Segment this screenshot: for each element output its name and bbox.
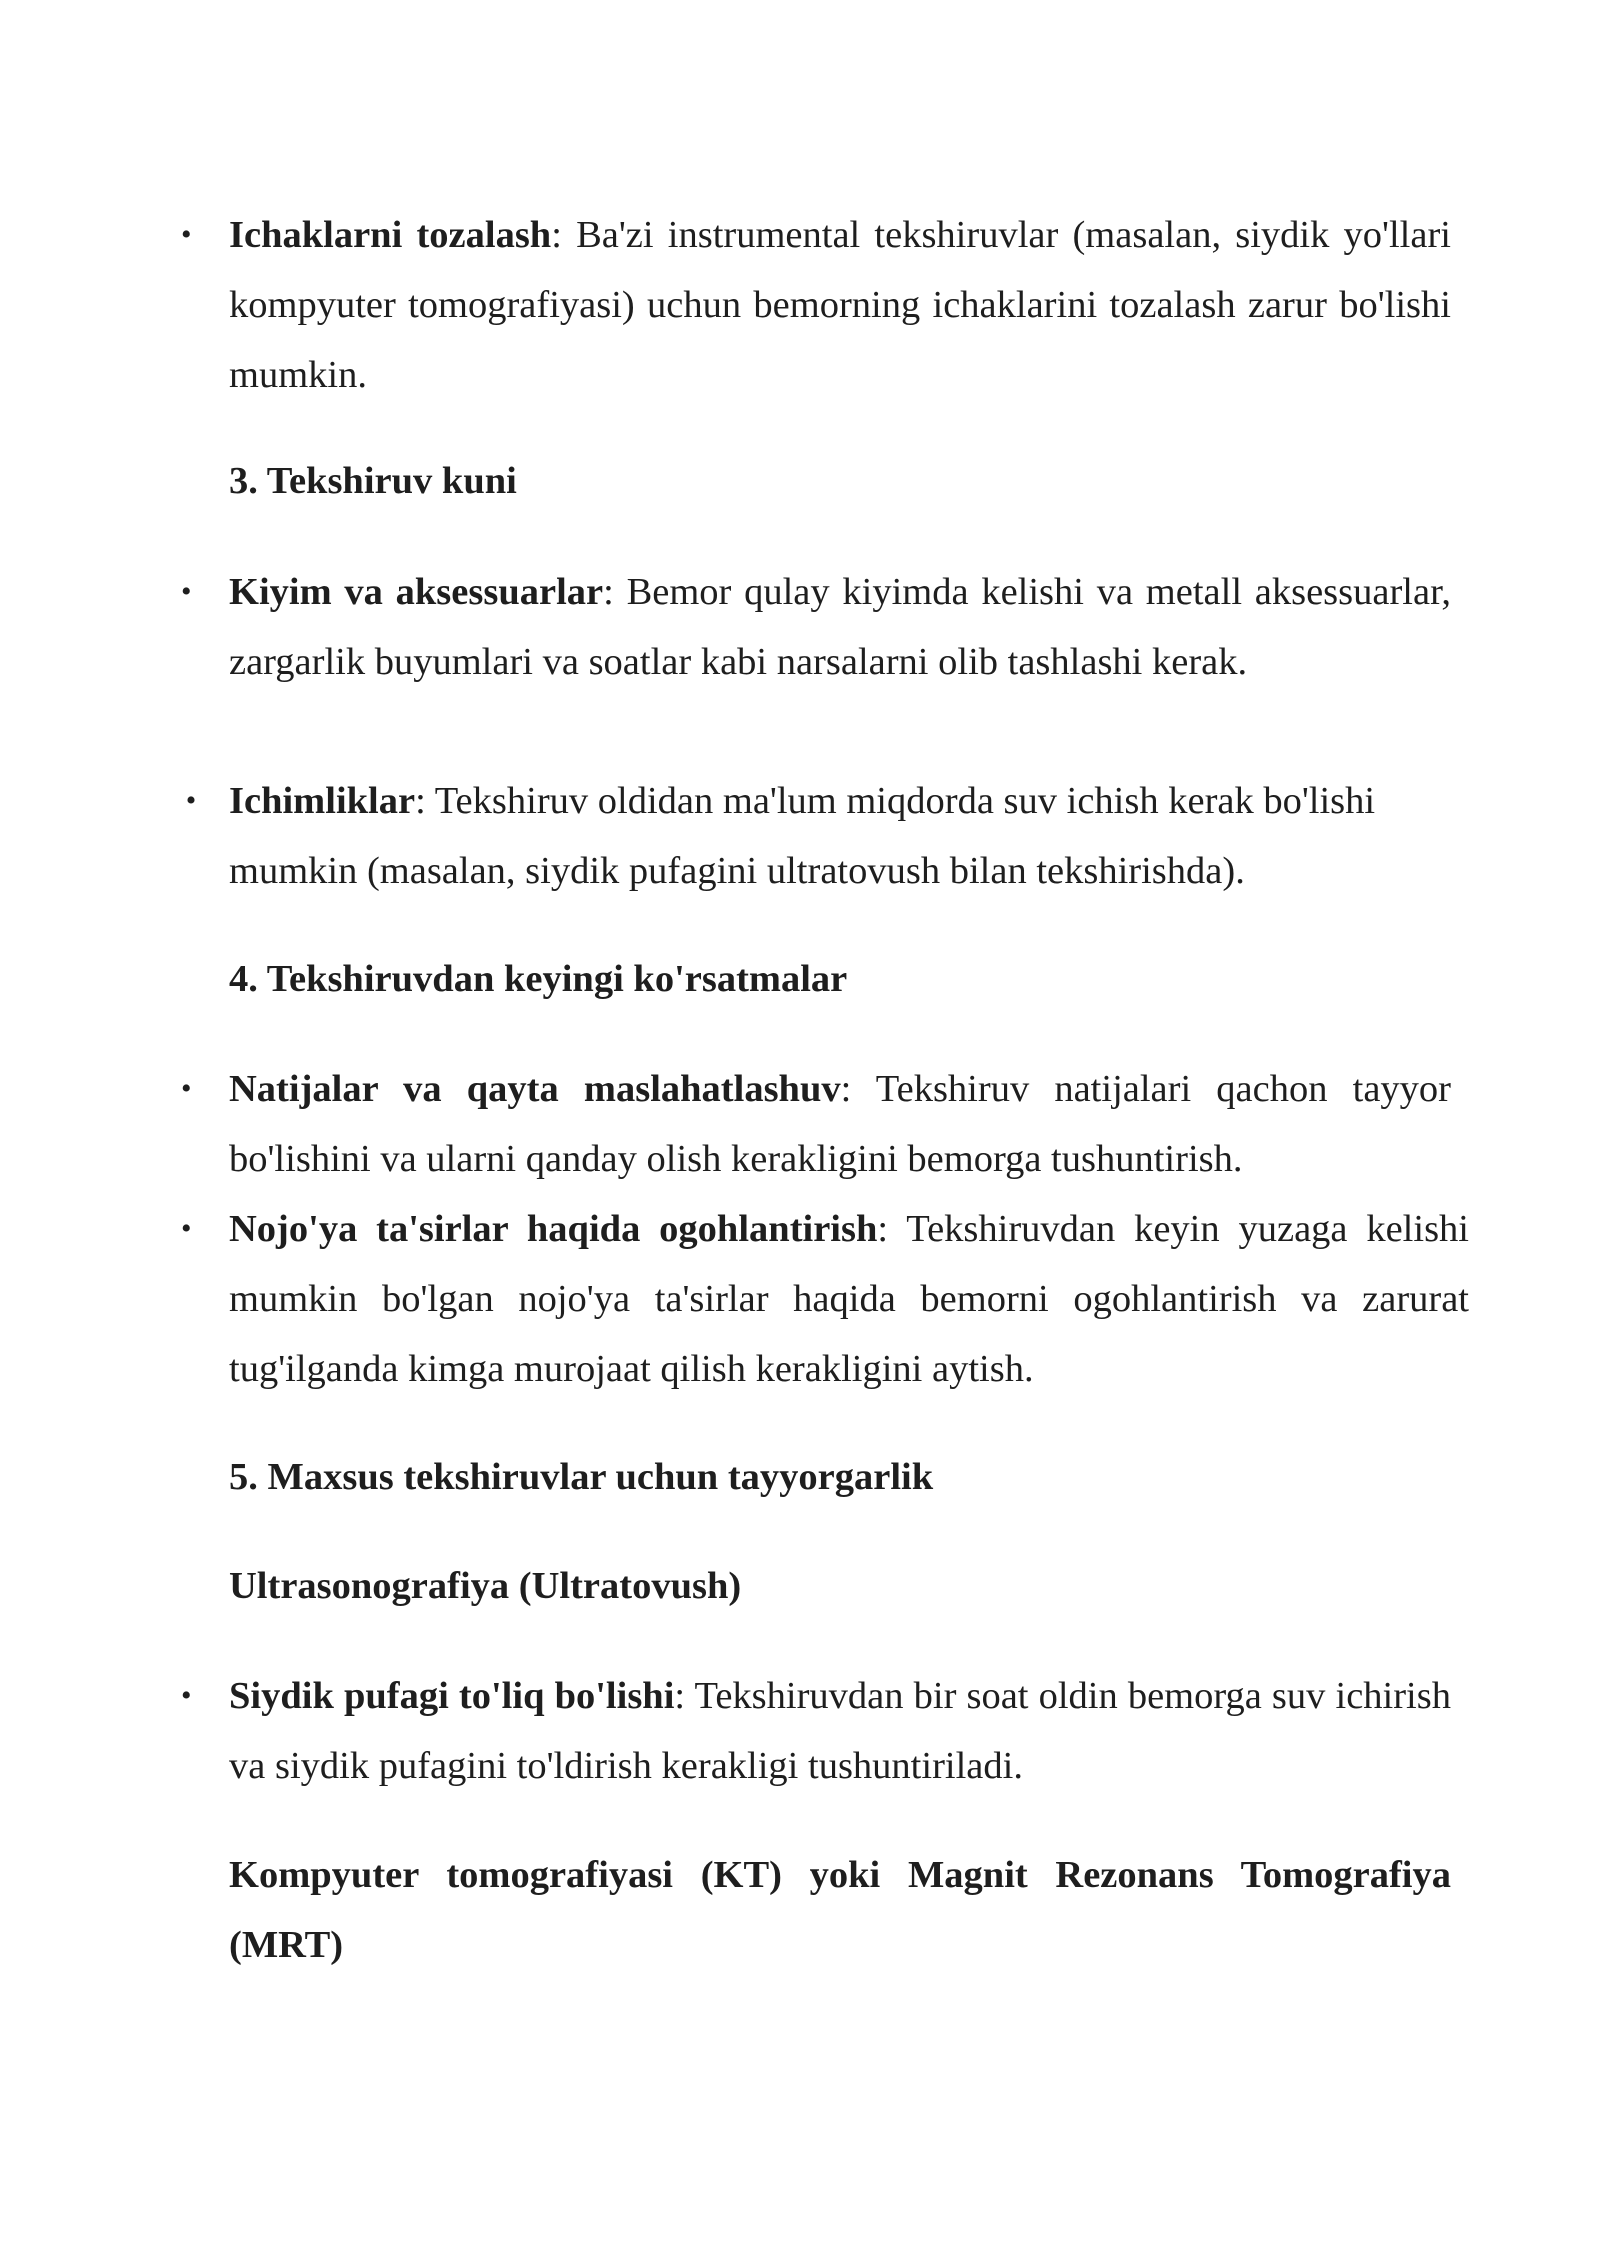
- item-text: : Ba'zi instrumental tekshiruvlar (masalan, siydik yo'llari kompyuter tomografiyasi) uchun bemorning ichaklarini tozalash zarur bo'lishi mumkin.: [229, 214, 1451, 396]
- item-term: Ichaklarni tozalash: [229, 214, 552, 256]
- item-term: Nojo'ya ta'sirlar haqida ogohlantirish: [229, 1208, 878, 1250]
- section-heading: 4. Tekshiruvdan keyingi ko'rsatmalar: [229, 958, 848, 1000]
- bullet-icon: [181, 1661, 201, 1731]
- list-item: [229, 766, 1451, 906]
- section-heading: 3. Tekshiruv kuni: [229, 460, 517, 502]
- item-text: : Tekshiruv oldidan ma'lum miqdorda suv ichish kerak bo'lishi mumkin (masalan, siydik pufagini ultratovush bilan tekshirishda).: [229, 780, 1376, 892]
- item-term: Kiyim va aksessuarlar: [229, 571, 604, 613]
- bullet-icon: [181, 1054, 201, 1124]
- list-item: [229, 1054, 1451, 1194]
- list-item: [229, 1661, 1451, 1801]
- bullet-icon: [181, 200, 201, 270]
- item-text: : Tekshiruv natijalari qachon tayyor bo'lishini va ularni qanday olish kerakligini bemorga tushuntirish.: [229, 1068, 1451, 1180]
- list-item: [229, 200, 1451, 410]
- item-text: : Tekshiruvdan keyin yuzaga kelishi mumkin bo'lgan nojo'ya ta'sirlar haqida bemorni ogohlantirish va zarurat tug'ilganda kimga murojaat qilish kerakligini aytish.: [229, 1208, 1469, 1390]
- bullet-icon: [181, 1194, 201, 1264]
- item-text: : Tekshiruvdan bir soat oldin bemorga suv ichirish va siydik pufagini to'ldirish kerakligi tushuntiriladi.: [229, 1675, 1451, 1787]
- subsection-heading: Ultrasonografiya (Ultratovush): [229, 1565, 742, 1607]
- item-term: Natijalar va qayta maslahatlashuv: [229, 1068, 841, 1110]
- item-term: Ichimliklar: [229, 780, 416, 822]
- section-heading: 5. Maxsus tekshiruvlar uchun tayyorgarlik: [229, 1456, 934, 1498]
- subsection-heading: Kompyuter tomografiyasi (KT) yoki Magnit Rezonans Tomografiya (MRT): [229, 1854, 1451, 1966]
- bullet-icon: [181, 766, 201, 836]
- bullet-icon: [181, 557, 201, 627]
- list-item: [229, 557, 1451, 697]
- list-item: [229, 1194, 1469, 1404]
- item-term: Siydik pufagi to'liq bo'lishi: [229, 1675, 675, 1717]
- item-text: : Bemor qulay kiyimda kelishi va metall aksessuarlar, zargarlik buyumlari va soatlar kabi narsalarni olib tashlashi kerak.: [229, 571, 1451, 683]
